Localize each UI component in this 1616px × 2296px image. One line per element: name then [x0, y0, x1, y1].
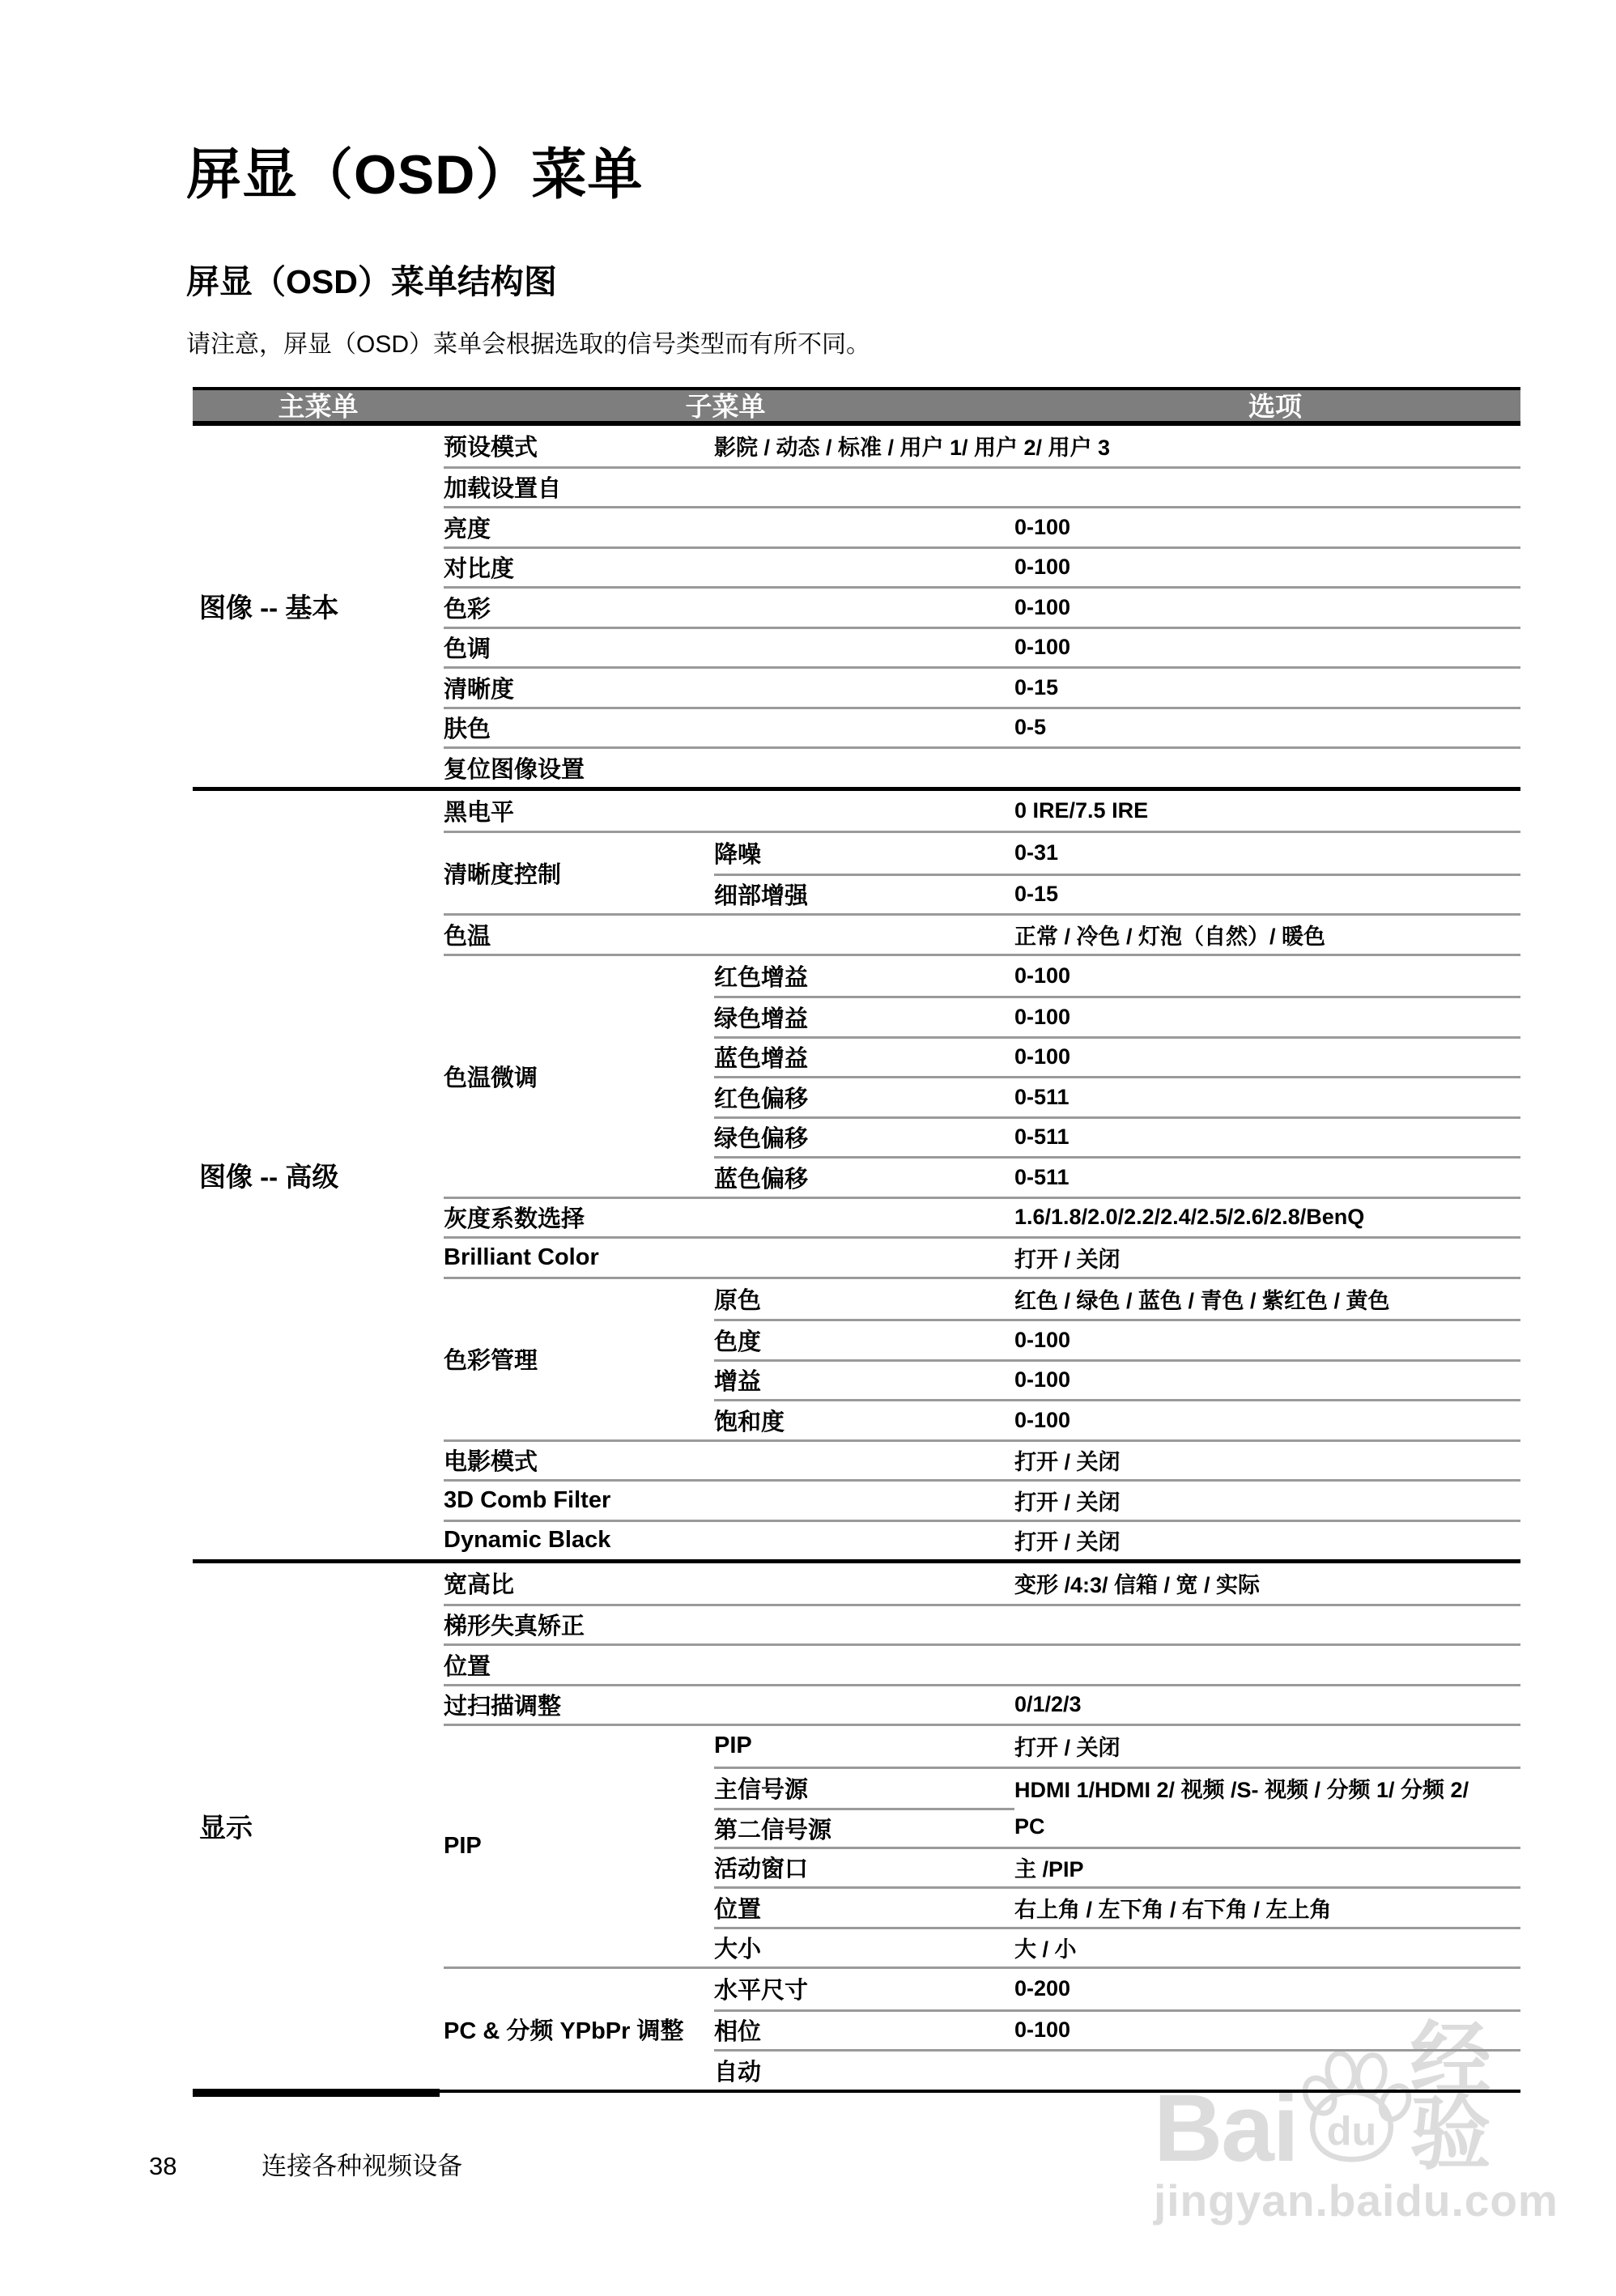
- option-cell: 0-511: [1014, 1164, 1070, 1189]
- section-rows: [444, 426, 1520, 787]
- main-menu-cell: 图像 -- 基本: [199, 593, 339, 623]
- watermark-paw-text: du: [1326, 2108, 1376, 2154]
- option-cell: 主 /PIP: [1014, 1857, 1084, 1882]
- submenu-label: 大小: [714, 1937, 762, 1963]
- submenu-label: 位置: [444, 1653, 491, 1680]
- submenu-label: 3D Comb Filter: [444, 1486, 611, 1513]
- option-cell: [1014, 469, 1520, 507]
- option-cell: 0-100: [1014, 1044, 1071, 1069]
- column-header-main-menu: 主菜单: [278, 391, 359, 422]
- submenu-group: [444, 1966, 1520, 2090]
- option-cell: 1.6/1.8/2.0/2.2/2.4/2.5/2.6/2.8/BenQ: [1014, 1205, 1365, 1230]
- table-row: [714, 1036, 1520, 1077]
- submenu-label: 主信号源: [714, 1777, 809, 1803]
- option-cell: 0-100: [1014, 594, 1071, 619]
- submenu-label: 对比度: [444, 556, 515, 583]
- option-text: PC: [1014, 1814, 1045, 1839]
- main-menu-cell: 图像 -- 高级: [199, 1161, 339, 1192]
- table-row: [714, 1156, 1520, 1197]
- option-cell: [1014, 1606, 1520, 1644]
- table-row: [714, 1279, 1520, 1320]
- submenu-label: PIP: [714, 1733, 752, 1759]
- submenu-label: 色调: [444, 636, 491, 663]
- table-row: [714, 2049, 1520, 2090]
- table-row: [444, 1520, 1520, 1560]
- table-row: [444, 913, 1520, 954]
- submenu-label: 加载设置自: [444, 476, 562, 503]
- table-row: [714, 1726, 1520, 1767]
- table-row: [444, 1479, 1520, 1520]
- table-row: [714, 833, 1520, 874]
- submenu-label-stack: [714, 1769, 1014, 1847]
- submenu-label: 降噪: [714, 842, 762, 869]
- submenu-label: 位置: [714, 1896, 762, 1923]
- option-cell: 0-100: [1014, 1367, 1071, 1392]
- submenu-label: Brilliant Color: [444, 1244, 599, 1270]
- table-row: [714, 1886, 1520, 1927]
- table-row: [714, 1399, 1520, 1439]
- option-cell: 大 / 小: [1014, 1937, 1077, 1962]
- option-cell: 变形 /4:3/ 信箱 / 宽 / 实际: [1014, 1573, 1261, 1598]
- option-cell: 0-31: [1014, 840, 1059, 865]
- table-section: [193, 426, 1520, 787]
- submenu-group-label: PC & 分频 YPbPr 调整: [444, 2018, 684, 2044]
- submenu-label: 自动: [714, 2059, 762, 2086]
- table-row: [714, 1076, 1520, 1116]
- table-row: [444, 1563, 1520, 1604]
- table-row: [444, 506, 1520, 546]
- section-rows: [444, 791, 1520, 1560]
- table-row: [714, 2009, 1520, 2050]
- table-row: [714, 874, 1520, 914]
- option-cell: 右上角 / 左下角 / 右下角 / 左上角: [1014, 1897, 1332, 1922]
- table-row: [444, 1684, 1520, 1724]
- option-cell: [1014, 1769, 1520, 1847]
- option-cell: 0-100: [1014, 635, 1071, 660]
- option-cell: 0-15: [1014, 674, 1059, 699]
- table-header-row: [193, 387, 1520, 426]
- submenu-label: 饱和度: [714, 1409, 785, 1435]
- submenu-label: 细部增强: [714, 883, 809, 910]
- submenu-label: 蓝色增益: [714, 1046, 809, 1073]
- watermark-brand-suffix: 经验: [1410, 2014, 1493, 2179]
- submenu-label: 色度: [714, 1329, 762, 1355]
- submenu-group-label: PIP: [444, 1833, 482, 1859]
- note-text: 请注意，屏显（OSD）菜单会根据选取的信号类型而有所不同。: [186, 331, 871, 358]
- option-cell: 0-511: [1014, 1084, 1070, 1109]
- option-cell: 0-100: [1014, 2018, 1071, 2043]
- group-rows: [714, 956, 1520, 1197]
- submenu-label: 电影模式: [444, 1449, 538, 1476]
- option-cell: [1014, 749, 1520, 787]
- submenu-label: 色温: [444, 923, 491, 950]
- submenu-group-label: 色温微调: [444, 1065, 538, 1091]
- option-cell: 0 IRE/7.5 IRE: [1014, 797, 1149, 823]
- submenu-label: 红色偏移: [714, 1086, 809, 1112]
- page-title: 屏显（OSD）菜单: [186, 144, 644, 206]
- submenu-label: 过扫描调整: [444, 1694, 562, 1720]
- submenu-group: [444, 1277, 1520, 1439]
- option-cell: 打开 / 关闭: [1014, 1490, 1121, 1515]
- table-row: [444, 1439, 1520, 1480]
- submenu-label: 色彩: [444, 596, 491, 623]
- option-cell: 打开 / 关闭: [1014, 1247, 1121, 1272]
- column-header-options: 选项: [1248, 391, 1302, 422]
- submenu-label: 宽高比: [444, 1572, 515, 1599]
- submenu-label: 清晰度: [444, 676, 515, 703]
- submenu-label: 复位图像设置: [444, 756, 585, 783]
- table-row: [714, 1927, 1520, 1967]
- osd-menu-table: [193, 387, 1520, 2093]
- column-header-sub-menu: 子菜单: [685, 391, 766, 422]
- submenu-label: 亮度: [444, 516, 491, 542]
- table-row: [444, 666, 1520, 707]
- page-footer: [149, 2145, 462, 2182]
- table-row: [444, 426, 1520, 466]
- table-row: [714, 1319, 1520, 1359]
- submenu-group: [444, 1724, 1520, 1966]
- submenu-group-label: 清晰度控制: [444, 862, 562, 888]
- submenu-label: 水平尺寸: [714, 1978, 809, 2005]
- option-cell: [1014, 1646, 1520, 1684]
- option-cell: 0-511: [1014, 1125, 1070, 1150]
- option-cell: 0-200: [1014, 1976, 1071, 2001]
- submenu-group: [444, 831, 1520, 913]
- submenu-label: 绿色偏移: [714, 1126, 809, 1153]
- option-cell: 0-100: [1014, 1327, 1071, 1352]
- table-row: [444, 1604, 1520, 1644]
- table-row: [714, 1847, 1520, 1887]
- table-row: [444, 627, 1520, 667]
- submenu-label: 第二信号源: [714, 1808, 1014, 1847]
- table-row: [714, 996, 1520, 1036]
- group-rows: [714, 1279, 1520, 1439]
- table-row: [714, 1969, 1520, 2009]
- section-heading: 屏显（OSD）菜单结构图: [186, 263, 557, 300]
- submenu-group-label: 色彩管理: [444, 1348, 538, 1374]
- table-row: [444, 1236, 1520, 1277]
- submenu-label: 蓝色偏移: [714, 1166, 809, 1193]
- option-cell: 0-100: [1014, 514, 1071, 539]
- submenu-label: 预设模式: [444, 435, 538, 461]
- page-number: 38: [149, 2152, 177, 2180]
- section-rows: [444, 1563, 1520, 2090]
- group-rows: [714, 1726, 1520, 1966]
- group-rows: [714, 833, 1520, 913]
- table-row: [444, 791, 1520, 831]
- submenu-label: 灰度系数选择: [444, 1206, 585, 1233]
- submenu-label: 肤色: [444, 716, 491, 743]
- submenu-label: 增益: [714, 1369, 762, 1396]
- option-cell: 打开 / 关闭: [1014, 1530, 1121, 1555]
- submenu-label: 绿色增益: [714, 1006, 809, 1032]
- table-body: [193, 426, 1520, 2090]
- submenu-label: 梯形失真矫正: [444, 1614, 585, 1640]
- watermark-brand-prefix: Bai: [1154, 2075, 1298, 2183]
- table-row: [444, 546, 1520, 587]
- option-cell: 0-100: [1014, 1407, 1071, 1432]
- submenu-label: 相位: [714, 2019, 762, 2046]
- option-cell: 0-100: [1014, 1004, 1071, 1029]
- option-cell: 打开 / 关闭: [1014, 1736, 1121, 1761]
- group-rows: [714, 1969, 1520, 2090]
- option-cell: 0-100: [1014, 963, 1071, 988]
- submenu-label: 活动窗口: [714, 1856, 809, 1883]
- table-row: [444, 1197, 1520, 1237]
- main-menu-cell: 显示: [199, 1813, 253, 1843]
- footer-chapter-title: 连接各种视频设备: [262, 2152, 463, 2180]
- option-cell: 影院 / 动态 / 标准 / 用户 1/ 用户 2/ 用户 3: [714, 436, 1111, 461]
- option-cell: 红色 / 绿色 / 蓝色 / 青色 / 紫红色 / 黄色: [1014, 1288, 1390, 1313]
- option-cell: 0/1/2/3: [1014, 1692, 1082, 1717]
- table-row: [714, 956, 1520, 997]
- submenu-label: Dynamic Black: [444, 1527, 611, 1554]
- option-cell: 0-15: [1014, 882, 1059, 907]
- submenu-label: 原色: [714, 1287, 762, 1314]
- option-cell: [1014, 2052, 1520, 2090]
- table-section: [193, 1559, 1520, 2090]
- table-row: [444, 1643, 1520, 1684]
- option-text: HDMI 1/HDMI 2/ 视频 /S- 视频 / 分频 1/ 分频 2/: [1014, 1778, 1469, 1802]
- watermark-url: jingyan.baidu.com: [1154, 2175, 1559, 2226]
- table-section: [193, 787, 1520, 1560]
- option-cell: 0-100: [1014, 555, 1071, 580]
- submenu-label: 红色增益: [714, 964, 809, 991]
- table-row: [444, 586, 1520, 627]
- table-row: [444, 746, 1520, 787]
- option-cell: 打开 / 关闭: [1014, 1450, 1121, 1475]
- table-row: [714, 1116, 1520, 1157]
- table-row: [444, 466, 1520, 507]
- submenu-label: 黑电平: [444, 799, 515, 826]
- table-row: [714, 1767, 1520, 1847]
- submenu-group: [444, 954, 1520, 1197]
- table-row: [714, 1359, 1520, 1400]
- table-row: [444, 707, 1520, 747]
- option-cell: 正常 / 冷色 / 灯泡（自然）/ 暖色: [1014, 924, 1326, 949]
- option-cell: 0-5: [1014, 715, 1047, 740]
